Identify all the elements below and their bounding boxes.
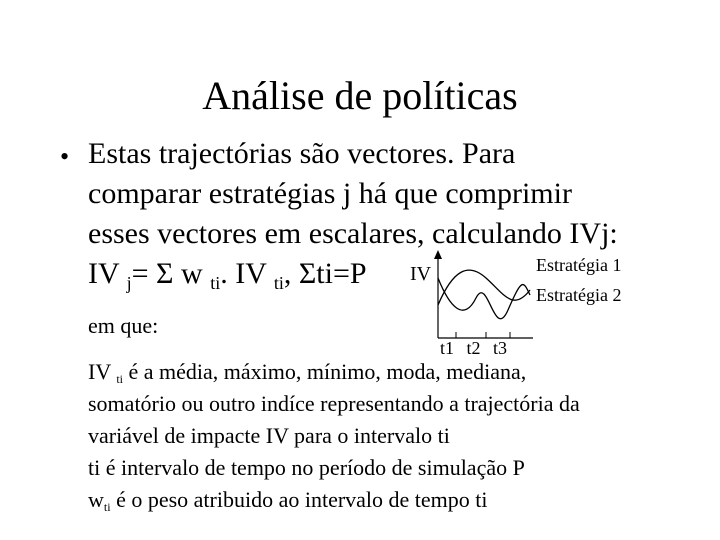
definition-subscript: ti (116, 372, 123, 386)
formula-subscript: ti (273, 273, 284, 293)
series-line-estrategia-1 (438, 270, 530, 305)
formula-subscript: j (126, 273, 132, 293)
definition-line: somatório ou outro indíce representando a trajectória da (88, 391, 580, 416)
formula-part: IV (88, 257, 127, 290)
definition-text: w (88, 487, 104, 512)
bullet-paragraph (88, 134, 688, 254)
definition-line (88, 484, 708, 516)
diagram-y-label: IV (410, 263, 432, 285)
em-que-label: em que: (88, 313, 159, 338)
definition-text: é a média, máximo, mínimo, moda, mediana, (123, 359, 527, 384)
definitions (88, 356, 708, 516)
definition-subscript: ti (103, 500, 111, 514)
legend-estrategia-2: Estratégia 2 (536, 285, 622, 305)
formula-part: = Σ w (131, 257, 211, 290)
diagram-tick-labels (440, 338, 515, 358)
bullet-line: comparar estratégias j há que comprimir (88, 177, 572, 210)
formula-part: . IV (220, 257, 274, 290)
formula-subscript: ti (210, 273, 221, 293)
series-line-estrategia-2 (438, 278, 530, 319)
bullet-marker: • (60, 142, 70, 171)
definition-line: ti é intervalo de tempo no período de simulação P (88, 455, 525, 480)
legend-estrategia-1: Estratégia 1 (536, 255, 622, 275)
bullet-line: esses vectores em escalares, calculando IVj: (88, 217, 618, 250)
formula-part: , Σti=P (283, 257, 367, 290)
slide-title: Análise de políticas (202, 73, 518, 118)
definition-line (88, 356, 708, 388)
bullet-line: Estas trajectórias são vectores. Para (88, 137, 516, 170)
definition-line: variável de impacte IV para o intervalo ti (88, 423, 450, 448)
tick-label: t3 (493, 338, 508, 358)
formula (88, 256, 367, 292)
y-axis-arrow (434, 250, 442, 259)
definition-text: é o peso atribuido ao intervalo de tempo ti (110, 487, 488, 512)
tick-label: t1 (440, 338, 455, 358)
tick-label: t2 (466, 338, 481, 358)
definition-text: IV (88, 359, 117, 384)
